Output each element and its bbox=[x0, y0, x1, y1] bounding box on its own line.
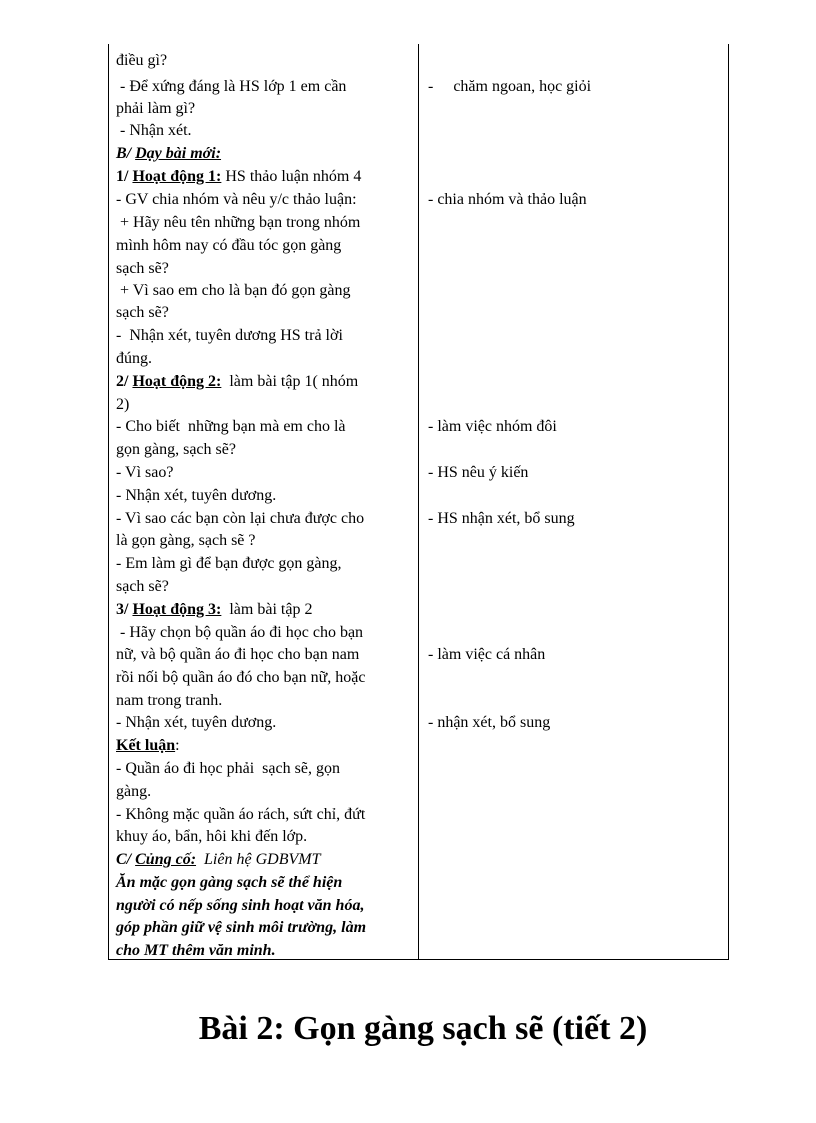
activity-heading bbox=[116, 371, 358, 393]
column-divider bbox=[418, 44, 419, 959]
text-line: - Nhận xét. bbox=[116, 122, 192, 139]
section-prefix: B/ bbox=[116, 145, 136, 162]
emphasis-line: Ăn mặc gọn gàng sạch sẽ thể hiện bbox=[116, 874, 343, 891]
text-line: rồi nối bộ quần áo đó cho bạn nữ, hoặc bbox=[116, 669, 366, 686]
text-line: - Nhận xét, tuyên dương HS trả lời bbox=[116, 327, 343, 344]
section-title: Dạy bài mới: bbox=[135, 145, 222, 162]
text-line: + Vì sao em cho là bạn đó gọn gàng bbox=[116, 282, 351, 299]
text-line: - làm việc nhóm đôi bbox=[428, 418, 557, 435]
emphasis-line: người có nếp sống sinh hoạt văn hóa, bbox=[116, 897, 365, 914]
text-line: - Quần áo đi học phải sạch sẽ, gọn bbox=[116, 760, 340, 777]
text-line: - Vì sao? bbox=[116, 464, 174, 481]
text-line: - Để xứng đáng là HS lớp 1 em cần bbox=[116, 78, 347, 95]
section-heading bbox=[116, 143, 221, 165]
activity-title: Hoạt động 1: bbox=[132, 168, 222, 185]
text-line: nữ, và bộ quần áo đi học cho bạn nam bbox=[116, 646, 360, 663]
text-line: sạch sẽ? bbox=[116, 304, 169, 321]
text-line: gàng. bbox=[116, 783, 152, 800]
text-line: khuy áo, bẩn, hôi khi đến lớp. bbox=[116, 828, 308, 845]
text-line: + Hãy nêu tên những bạn trong nhóm bbox=[116, 214, 361, 231]
activity-prefix: 3/ bbox=[116, 601, 133, 618]
text-line: - nhận xét, bổ sung bbox=[428, 714, 551, 731]
text-line: - HS nhận xét, bổ sung bbox=[428, 510, 575, 527]
text-line: gọn gàng, sạch sẽ? bbox=[116, 441, 236, 458]
text-line: - làm việc cá nhân bbox=[428, 646, 546, 663]
text-line: - GV chia nhóm và nêu y/c thảo luận: bbox=[116, 191, 357, 208]
activity-title: Hoạt động 3: bbox=[132, 601, 222, 618]
text-line: - Nhận xét, tuyên dương. bbox=[116, 487, 277, 504]
text-line: - Em làm gì để bạn được gọn gàng, bbox=[116, 555, 342, 572]
text-line: mình hôm nay có đầu tóc gọn gàng bbox=[116, 237, 342, 254]
activity-text: làm bài tập 2 bbox=[221, 601, 313, 618]
text-line: - chia nhóm và thảo luận bbox=[428, 191, 587, 208]
text-line: - Hãy chọn bộ quần áo đi học cho bạn bbox=[116, 624, 364, 641]
emphasis-line: cho MT thêm văn minh. bbox=[116, 942, 276, 959]
text-line: - Nhận xét, tuyên dương. bbox=[116, 714, 277, 731]
activity-text: HS thảo luận nhóm 4 bbox=[221, 168, 362, 185]
conclusion-title: Kết luận bbox=[116, 737, 176, 754]
text-line: 2) bbox=[116, 396, 130, 413]
text-line: - Cho biết những bạn mà em cho là bbox=[116, 418, 346, 435]
activity-title: Hoạt động 2: bbox=[132, 373, 222, 390]
text-line: - HS nêu ý kiến bbox=[428, 464, 529, 481]
conclusion-heading bbox=[116, 735, 180, 757]
activity-text: làm bài tập 1( nhóm bbox=[221, 373, 359, 390]
text-line: sạch sẽ? bbox=[116, 260, 169, 277]
activity-heading bbox=[116, 166, 361, 188]
text-line: đúng. bbox=[116, 350, 152, 367]
text-line: sạch sẽ? bbox=[116, 578, 169, 595]
text-line: - Không mặc quần áo rách, sứt chỉ, đứt bbox=[116, 806, 366, 823]
activity-prefix: 2/ bbox=[116, 373, 133, 390]
section-heading bbox=[116, 849, 320, 871]
conclusion-colon: : bbox=[175, 737, 180, 754]
section-prefix: C/ bbox=[116, 851, 136, 868]
text-line: - Vì sao các bạn còn lại chưa được cho bbox=[116, 510, 365, 527]
text-line: là gọn gàng, sạch sẽ ? bbox=[116, 532, 256, 549]
section-title: Củng cố: bbox=[135, 851, 197, 868]
emphasis-line: góp phần giữ vệ sinh môi trường, làm bbox=[116, 919, 367, 936]
section-text: Liên hệ GDBVMT bbox=[196, 851, 321, 868]
text-line: nam trong tranh. bbox=[116, 692, 223, 709]
text-line: điều gì? bbox=[116, 52, 168, 69]
text-line: - chăm ngoan, học giỏi bbox=[428, 78, 592, 95]
activity-prefix: 1/ bbox=[116, 168, 133, 185]
text-line: phải làm gì? bbox=[116, 100, 196, 117]
lesson-title: Bài 2: Gọn gàng sạch sẽ (tiết 2) bbox=[198, 1010, 648, 1047]
activity-heading bbox=[116, 599, 312, 621]
